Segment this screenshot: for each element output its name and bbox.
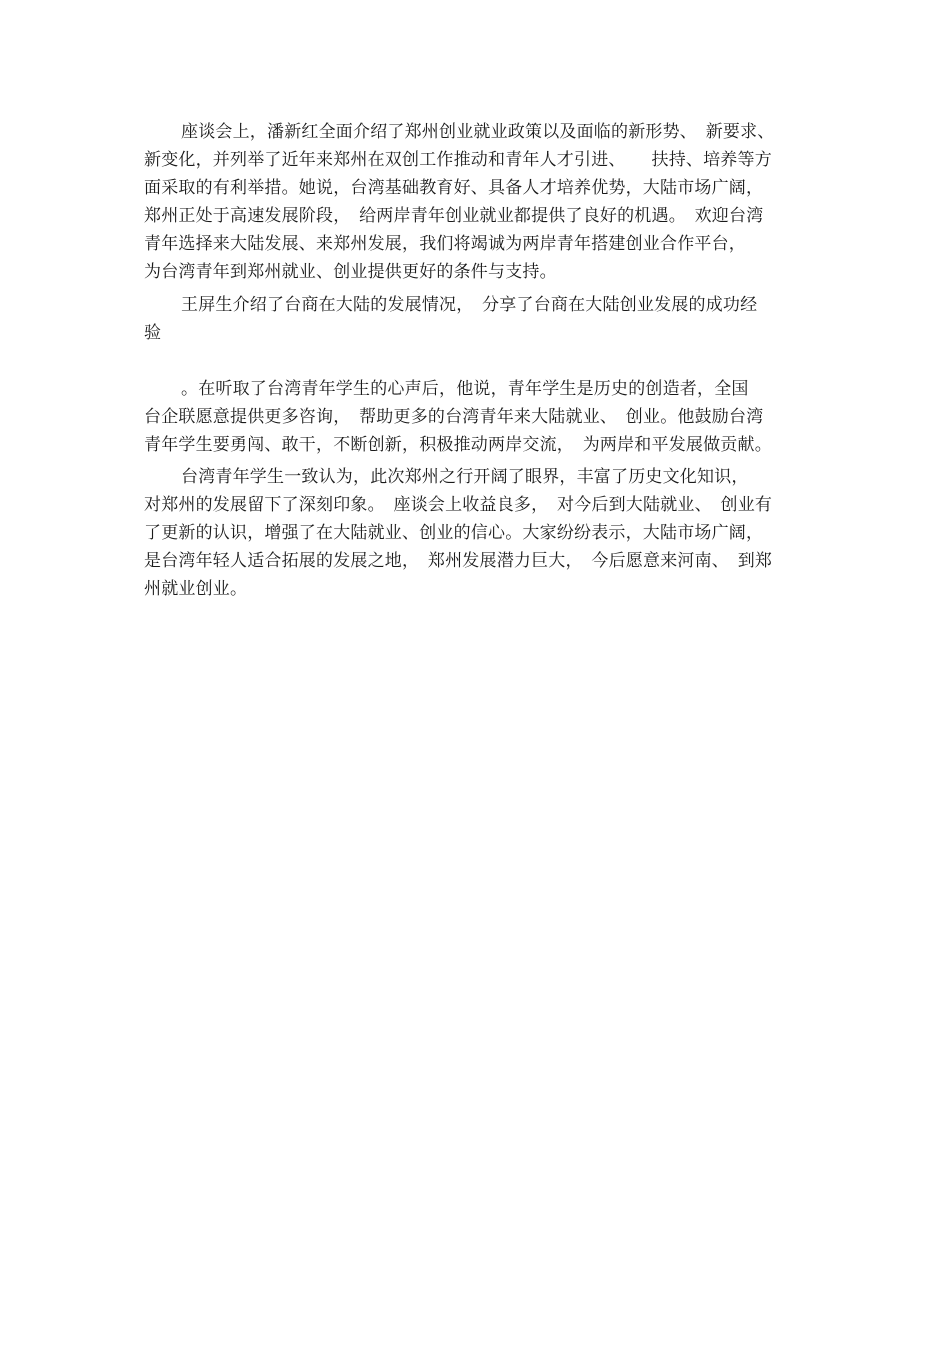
paragraph-3-line-2: 台企联愿意提供更多咨询， 帮助更多的台湾青年来大陆就业、 创业。他鼓励台湾 (144, 407, 764, 427)
paragraph-4-line-3: 了更新的认识，增强了在大陆就业、创业的信心。大家纷纷表示，大陆市场广阔， (144, 523, 764, 543)
paragraph-1-line-2: 新变化，并列举了近年来郑州在双创工作推动和青年人才引进、 扶持、培养等方 (144, 150, 772, 170)
paragraph-3-line-1: 。在听取了台湾青年学生的心声后，他说，青年学生是历史的创造者，全国 (181, 379, 749, 399)
paragraph-4-line-5: 州就业创业。 (144, 579, 248, 599)
paragraph-3-line-3: 青年学生要勇闯、敢干，不断创新，积极推动两岸交流， 为两岸和平发展做贡献。 (144, 435, 772, 455)
paragraph-1-line-3: 面采取的有利举措。她说，台湾基础教育好、具备人才培养优势，大陆市场广阔， (144, 178, 764, 198)
paragraph-2-line-1: 王屏生介绍了台商在大陆的发展情况， 分享了台商在大陆创业发展的成功经 (181, 295, 758, 315)
paragraph-4-line-2: 对郑州的发展留下了深刻印象。 座谈会上收益良多， 对今后到大陆就业、 创业有 (144, 495, 773, 515)
paragraph-1-line-1: 座谈会上，潘新红全面介绍了郑州创业就业政策以及面临的新形势、 新要求、 (181, 122, 775, 142)
paragraph-2-line-2: 验 (144, 323, 162, 343)
paragraph-1-line-4: 郑州正处于高速发展阶段， 给两岸青年创业就业都提供了良好的机遇。 欢迎台湾 (144, 206, 764, 226)
paragraph-1-line-5: 青年选择来大陆发展、来郑州发展，我们将竭诚为两岸青年搭建创业合作平台， (144, 234, 746, 254)
paragraph-1-line-6: 为台湾青年到郑州就业、创业提供更好的条件与支持。 (144, 262, 557, 282)
paragraph-4-line-1: 台湾青年学生一致认为，此次郑州之行开阔了眼界，丰富了历史文化知识， (181, 467, 749, 487)
paragraph-4-line-4: 是台湾年轻人适合拓展的发展之地， 郑州发展潜力巨大， 今后愿意来河南、 到郑 (144, 551, 773, 571)
